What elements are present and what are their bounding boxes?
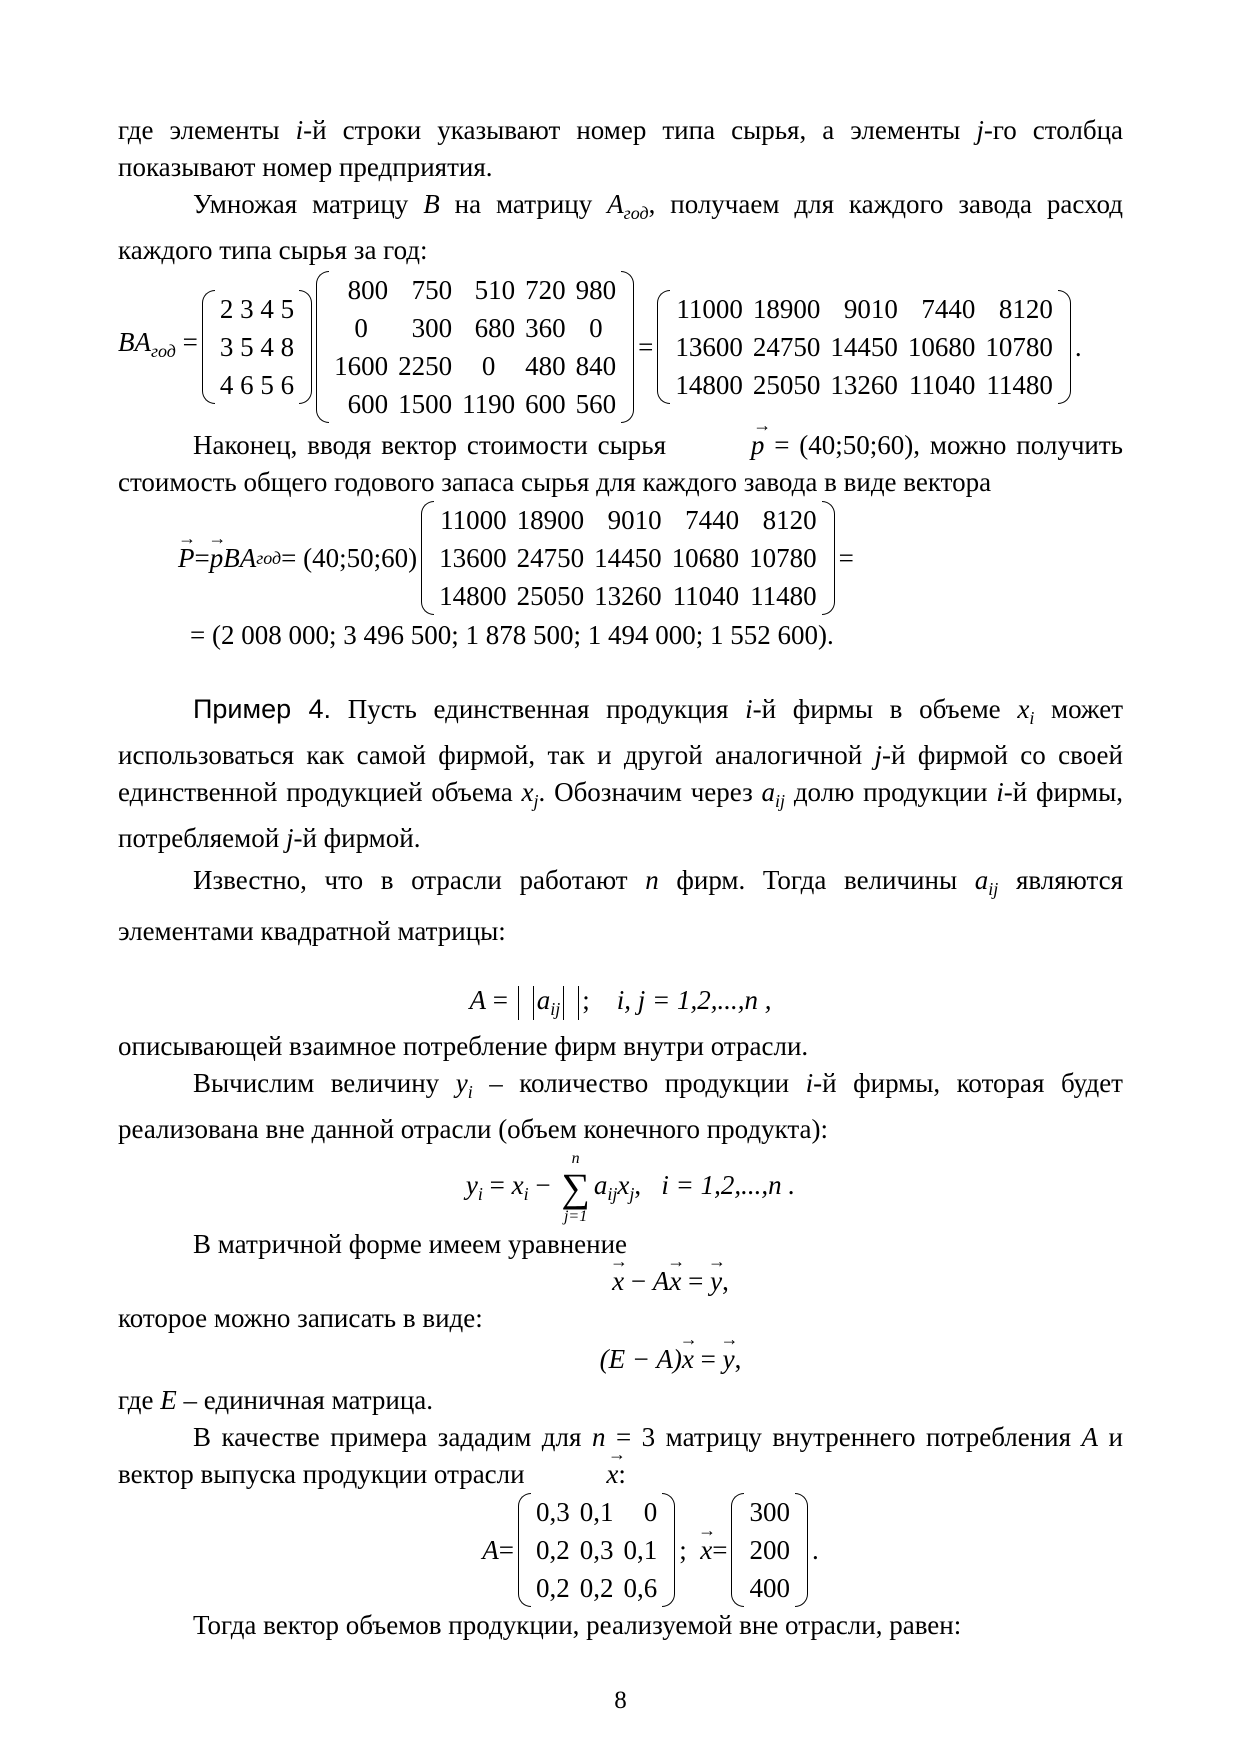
paragraph: Умножая матрицу B на матрицу $A_{год}$, получаем для каждого завода расход каждого типа сырья за год: [118, 189, 1123, 265]
page-number: 8 [614, 1687, 627, 1714]
paragraph: В матричной форме имеем уравнение [193, 1229, 628, 1259]
matrix-result: 11000 18900 9010 7440 8120 13600 24750 14450 10680 10780 14800 25050 13260 11040 11480 [657, 290, 1071, 404]
paragraph: Тогда вектор объемов продукции, реализуемой вне отрасли, равен: [193, 1610, 962, 1640]
sum-symbol: n ∑ j=1 [561, 1150, 590, 1225]
matrix-b: 2 3 4 5 3 5 4 8 4 6 5 6 [202, 290, 312, 404]
matrix-equation-2: (E − A)→ x = → y, [218, 1341, 1123, 1378]
cost-vector-result: = (2 008 000; 3 496 500; 1 878 500; 1 494 000; 1 552 600). [190, 620, 834, 650]
vector-x-example: 300 200 400 [731, 1493, 808, 1607]
example-4-paragraph: Пример 4. Пусть единственная продукция i-й фирмы в объеме $x_i$ может использоваться как самой фирмой, так и другой аналогичной j-й фирмой со своей единственной продукцией объема $x_j$. Обозначим через $a_{ij}$ долю продукции i-й фирмы, потребляемой j-й фирмой. [118, 694, 1124, 853]
matrix-result-copy: 11000 18900 9010 7440 8120 13600 24750 14450 10680 10780 14800 25050 13260 11040 11480 [421, 501, 835, 615]
paragraph: где E – единичная матрица. [118, 1385, 434, 1415]
paragraph: Вычислим величину $y_i$ – количество продукции i-й фирмы, которая будет реализована вне данной отрасли (объем конечного продукта): [118, 1068, 1123, 1144]
paragraph: Наконец, вводя вектор стоимости сырья → p = (40;50;60), можно получить стоимость общего годового запаса сырья для каждого завода в виде вектора [118, 427, 1123, 501]
paragraph: которое можно записать в виде: [118, 1303, 483, 1333]
matrix-definition-equation: $A = a_{ij}$ ; i, j = 1,2,...,n , [469, 985, 772, 1019]
final-product-equation: $y_i = x_i$ − n ∑ j=1 $a_{ij}x_j$, i = 1,2,...,n . [465, 1150, 796, 1225]
paragraph: В качестве примера зададим для n = 3 матрицу внутреннего потребления A и вектор выпуска продукции отрасли → x: [118, 1419, 1123, 1493]
paragraph: Известно, что в отрасли работают n фирм. Тогда величины $a_{ij}$ являются элементами квадратной матрицы: [118, 865, 1123, 946]
paragraph: где элементы i-й строки указывают номер типа сырья, а элементы j-го столбца показывают номер предприятия. [118, 115, 1124, 182]
matrix-equation: → x − A→ x = → y, [218, 1263, 1123, 1300]
page-content [118, 112, 1123, 1644]
example-matrices: A = 0,3 0,1 0 0,2 0,3 0,1 0,2 0,2 0,6 ; → x = 300 200 400 . [178, 1493, 1123, 1607]
example-heading: Пример 4. [193, 694, 332, 724]
paragraph: описывающей взаимное потребление фирм внутри отрасли. [118, 1031, 809, 1061]
matrix-a-example: 0,3 0,1 0 0,2 0,3 0,1 0,2 0,2 0,6 [518, 1493, 675, 1607]
cost-vector-equation: → P = → p BA год = (40;50;60) 11000 18900 9010 7440 8120 13600 24750 14450 10680 10780 14800 25050 13260 11040 11480 = [118, 501, 1123, 615]
matrix-product-equation: $BA_{год}$ = 2 3 4 5 3 5 4 8 4 6 5 6 800 750 510 720 980 0 300 680 360 0 1600 2250 0 480 840 600 1500 1190 600 560 = 11000 18900 9010 7440 8120 13600 24750 14450 10680 10780 14800 25050 13260 11040 11480 . [118, 271, 1123, 423]
matrix-a-year: 800 750 510 720 980 0 300 680 360 0 1600 2250 0 480 840 600 1500 1190 600 560 [316, 271, 634, 423]
